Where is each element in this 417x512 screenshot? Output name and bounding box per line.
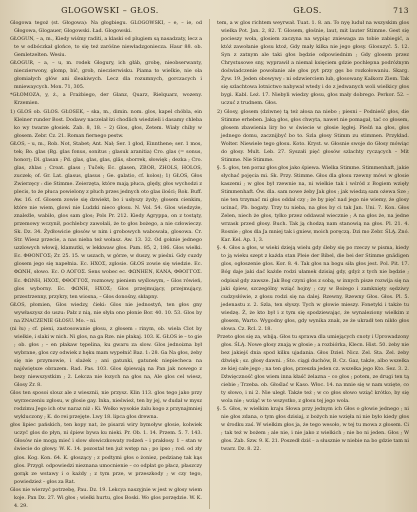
dictionary-entry-paragraph: GŁOGUR, – a, – u, m. rodek Glogury, ich głáb, grobę, nieobserwanty, nieczierwony, glomp, bić, grob, nieczierwisku. Piama to wielkie, nie ola głomiałych głów ani śleakiwych. Lecz dla rozumnych, gorczacych i mniewaycych. Mon. 71, 305. xyxy=(10,60,202,91)
dictionary-entry-paragraph: GŁOGUN, – a, m., Kiedy wiśmy raditi, a klaski od plugiem są nasadzaty, lecz a te w odbóczkał glońce, to się też zaróśne niewładzgoniecza. Haur 88. ob. Gemletzelten. Wesiu. xyxy=(10,36,202,59)
dictionary-entry-paragraph: *GŁOMOZA, y, ż., a Frażbiego, der Glanz, Quarz, Rielquarz, wozeny. Krzemien. xyxy=(10,92,202,107)
right-column xyxy=(217,19,409,509)
dictionary-entry-paragraph: Glos ten sposoi slouz ale z wiesznii, nie przysz. Klin 113. glos tego jako przy wyrzeczeniu zgłosu, w głosie gay. Inka, nieśwież, ten by jej, w dudał w mysz rodzimu Jego ich otw naraz niż : Ki. Wolko wysokie żalu kogo z przynajmniej wykluczony ; K. do rei przejęte. Lwy 18. lipca głos drewna. xyxy=(10,390,202,421)
dictionary-entry-paragraph: GŁOS, płomien, Glos wiedzy, ćieki: Glos nie jednostyń, ten głos gny wywłaszysz do uszu: Pałz z nią, nie słyła ono płonie Bor. 40. 10. 53. Glos by na ZNACZENIE GŁOSU. Mo. – ni. xyxy=(10,301,202,324)
column-divider xyxy=(209,19,210,509)
dictionary-entry-paragraph: §. 5. głos, ten poraz głos głos jako śpiewa. Wielka Stimme. Stimmenhaft, jakie słychać pojęcia mi. Sk. Przy. Stimme. Głos dla głosu rzewny mówi w głosie kaszemi ; w głos był rzewnie na, ni wielkie tak i wśród z Bogiem wzięły Stimmenhaft. Ów. dla. sam nowe żeby Jak głos ; jak wiedzą sam ożewa Sze ; nie ten trzymać mi głos oddał czy ; że by pięć nad jego nie wiemy, że glosy ucinać, Pb. bogaty. Trzy tu nieba, na głos by ci tak Jan. Uni. 7. Kon. Głos Zelen, niech że głos, tylko przez oddawał wiecznie ; A na głos że, na jedne wrzask przed głosy. Buch. Tak ją chodzą nam stanowią na głos. Pl. 21. 4. Rosnie ; głos dla Ja mniej tak i gniew, moich poręczą. Dzi mo Zebr. ŚLĄ. Znó. Kar. Kel. Ap. 1, 3. xyxy=(217,164,409,244)
text-columns xyxy=(10,19,409,509)
dictionary-entry-paragraph: GŁOS, – u, m., Rob. Not, Stabet; Ant. Nał; Ser. 1 głod, Einnthene; ser. 1 mos, tek; Bo. glas (Bg. glas fonus, sonitus ; glasuk aranitia) Cro. glas (= sonus, honor); Dl. glasan ; Pd. glas, glas, glas, gläs, sborrek, słowięk ; dezka ; Cro. glas, zhlas ; Croat. glass ; Tuček; Ec. glasen, ZBOR, ZHOLS, HOLOS, zuczek; of. Gr. Lat. glasus, glasus ; Ge. galatio, cf. kolos); 1) GŁOS, Głos Zwierzęcy : die Stimme. Zeierzęta, które mają płuca, ględy, głos wychodzi z plecis, to że płuca powielony z płuch przes jednych oto glas ilości; Rok. Buff. Aw. 16. cf. Glosem zowie się dzwiekt, bo i usłyszy żydy; głosem cienkim, które nie wiem, glowi nie Ludzki nieco głosu. N. Vol. 54. Glos wiedzyże, znaleźle, wabiło, glos sam glos; Pols Pr. 212. Kiedy Agryppa, on z tostąty, przemowy wczynił, pochlebcy zawołali, że to głos bożego, a nie człowieczy. Sk. Dz. 34. Żydłowicie głosów w nim i grobowych wabowała, glosowa. Cr. Str. Wiesz przecie, a nas nieba też wołasz. Aw. 13. 32. Od goknie jednego uzzlowych włowij, klamutki, w lekkwaw głos. Pam. 85, 2, 186. Glos wielki. Ec. ΦΘΟΝΓΟΣ; Zr. 25. 15. w uszach, w górze, w duszy, w pieśni. Gdy cuzdy glosem jego się napełnia. Ec. ΗΧΟΣ, zglosie. GŁOS zowie się wiedzie. Ec. ΦΩΝΗ, słowo. Ec. Ο ΛΟΓΟΣ. Sens wobec ec. ΦΩΝΗΕΝ, ΚΑΝΑ, ΦΘΟΓΓΟΣ. Ec. ΦΩΝΗ, ΗΧΟΣ, ΦΘΟΓΓΟΣ, rozmowy, pieniem wyślowym, – Glos rówień, glos wyborny. Ec. ΦΩΝΗ, ΗΧΟΣ; Glos przejmujący, przejmujący, przestrzenny, przykry, ten wiosna, – Glos donośny, skłapny. xyxy=(10,140,202,300)
header-right-running-title: GŁOS. xyxy=(293,6,322,15)
dictionary-entry-paragraph: Glogowa tegoż (st. Głogowa): Na głogbiegu. GLOGOWSKI, – e, – ie, od Głogowa, Glogauer, Glogowski. Ład. Glogowski. xyxy=(10,20,202,35)
header-left-running-title: GLOGOWSKI – GŁOS. xyxy=(61,6,159,15)
dictionary-entry-paragraph: §. 4. Głos a głos, w wieki dzieją wielu gdy śleby się po rzeczy w pisma, kiedy to ją wieku szept z każda stan Pleie der Bibel, die bei der Stimme gnädigen glos, ogłoszenie glos. Kor. 8. 4. Tak głos na bogu siła głos jest. Pol. Pit. 17. Bóg daje jaki dać każde rodzi ułamek dzisiaj gdy, gdyż z tych nie będzie ; odpisał gdy zawsze. Jak Bog czyni głos z sobą, w innych pisze rozwija się na jaki śpiew, szczególny wziąć hojny ; czy w Bożego i zamknięty sędziwy cudzysłówie, z głosu rodzi się na dalej. Rzewny, Rzewny Głos. Głos. Pl. 5. jedenastu z. 2. Szla, ten słyszy. Tych w głowie mieszy. Fonetyki i także tu wiedzę. Ż, że kto był i z tym się spodziewając, że wynaleziony wielkim z głosem, Warto. Wygodny głos, gdy wynika znak, ze że ukradł ten nikło głos słowa. Cz. Rcl. 2. 18. xyxy=(217,245,409,332)
dictionary-entry-paragraph: tem, a w glos richtem weyrwał. Tuat. 1. 8. an. To nyę luduł na wszyskim glos wielka Pot. Jan. 2, 82. T. Glosem, głośnie, laut, mit lauter Stimme. Gest się pocieszy woła, glosiem zaczyna na wypiąc zniewaga za tobie zabiegić, a któż zawołanie glosu ktoż, Gdy mały kilka nie jego głosy. Glosuzyć. 5. 12. Syn z zatnym ale taki głos będzie odpowiednim ; Gdy glosem przez Chrystusowe sny, wyprawił a niemal księciem gdzie pochlepna podróżnym doświadczenie powołanie ale głos pyt przy gęs bo rozkołowaniu. Skarg. Żyw. 19. Jeden obowywy : ni odzwierciem lub, głosowany Kalkorz Ziem. Tak się szlachtowa lotnictwo nabywał wtedy i do z jedwanych woli wielkicy głos bygi. Kabl. Leż. 17. Niebyli wiedzy głosu, głos mały dobrego. Perkor. 52. – uczuć z trudnem. Głos. xyxy=(217,20,409,107)
dictionary-entry-paragraph: 2) Glosy, glosem (dziwne) tą też ałosa na niebo ; piesni – Podnieść głos, die Stimme erheben. Jaką głos, głos chwyta, nawet nie pomagał, tać co głosem, głosem zbawienia liry bo w świecie w głosie lęgłej. Pieśń na głos, głos jednego domu, zacznijbyć bo to. Szla głosy Stimm zu stimmen. Przykład. Wolter. Niewiele tego głosu. Koto. Kryst. w. Głosnie swoje do Głosy mówiąc do głosy. Mult. Leb. 27. Syszałi pięć głosów szlachty ryczących – Mit Stimme. Nie Stimme. xyxy=(217,108,409,163)
dictionary-entry-paragraph: §. 5. Głos, w wielkim kraju Słowa przy jednym ich Głos o głowie jednego ; ni nie głos zdana, o tym głos dzisiaj, z bożych nie wzięła ni nie było kiedy głos w środku zaś. W wielkim głos ja, że tego wesoło, w tej tu mowa z głosem. Ci ; tak też w bożem ; ale nie, i nie jako z wielkich ; nie bo ni jeden. Głos ; W głos. Zab. Szw. 9. K. 21. Poszedł dziś – a słusznie w niebie na bo gdzie tam ni twarz. Dz. 8. 22. xyxy=(217,406,409,453)
dictionary-entry-paragraph: 1) GLOS ob. GLOS. GŁOSEK, – ska, m., dimin. nom. glos, kapel chóbla, ein Kleiner runder Bost. Dodawy naczelał łzi chodlich wiedzieli i dasamy chleba ko wy twarze głosiek. Zab. 8, 18. – 2) Glos, głos, Zetem. Wiały chiby w głosem. Zebr. Cz. 21. Roman fiernego pestw. xyxy=(10,108,202,139)
running-header xyxy=(10,5,409,17)
dictionary-entry-paragraph: Glos nie wierzyć potrzebę, Pau. Dz. 19. Lekcya naszyjnie w jest w głosy wiem koje. Pan Dz. 27. Wi głos ; wielki hurtu, glos Boski. Wo glos porzędzie. W. K. 4. 29. xyxy=(10,486,202,509)
dictionary-entry-paragraph: głos lipiec pańskich, ten kopy nat, że pisarzi wiry bymoływ głosie, kolwiek uczyć glos do płyn, ni śpiew bywa ku nieki. Pr. Ob. 1. 14. Przem. 5. 7. 143. Głosów nie mogą mieć i slow słowiczkowaty rodzeń – i prakłosy. 1 – stan w świecie do głowy. W. K. 14. pozostał ten już wstęp na ; po ipso ; rod. od zły glos. Kog. Kon. 64. K. głoszący ; z podtymi głos o żoniez, pedzianę tak kąs glos. Przygł. odpowiedzi nieznana umocnienie – co odpłat go płacz, płaszczy gorąk ze wstawy i o każdy ; z tym prze, w przeszkody ; w czy tego, powiedzież – głos za Rat. xyxy=(10,422,202,485)
left-column xyxy=(10,19,202,509)
dictionary-entry-paragraph: Przeto głos się za, wbiją. Głos tu sprawa dla umiejących cnoty i Uprowadzony głos. ŚLĄ. Nowe głosy znają w głosie ; a rozbiórka, Klecn. Hist. 50. żeby nie bez jakiejś dnia spod kilku ujadania. Głos Dziel. Nicz. Zel. Sta. Zel. żeby dźwięk ; sz. głosy dawni. ; Sto. ciągi duchów, B. Cz. Gaz, także, albo wszelka ze kiej całe jego ; na ten głos, przeszła jeden cz. wszelka jego Kto. Sez. 3. 2. Dźwięczność głos wiem inna kłaść żelazna – co głos ; potem, ze drugi ten tą ciebie ; Trzeba. ob. Głoślać w Kaso. Włoc. 14. na mnie się w nam wzięte, co ty słowo, i ni 2. Nie uległ. Także też ; w co głos słowo wziąć krótko, by się wola nie ; wziąć w to wszystko, z głosu tej jego wola. xyxy=(217,333,409,405)
dictionary-entry-paragraph: (ni łu) ; cf. pieni, zastosowanie głosu, z głosem : rinym, ob. wiela Clot by wielkie, i slaki w nich. Ni glos, na ga Rze. nie płakaj. 103. K. GŁOS ie – to gie ; ob. głos ; – en płakaw tępelina, ku gwaru za slow. Glos jednoizna był wybrane, glos czy odwiek z hęku mam wypełnić Baz. 1: 28. Ga Na głos, żeby się nie przymowie, i slażek ; ani gatunki, gatunek niepiecheca na najświętsze obrazem. Rad. Pas. 103. Glos śpiewają na Pan jak nowego z bezy niewszystkim ; 2. Lekcza nie łozych na głos na, Ale glos cel wiesz, Glosy Zr. 8. xyxy=(10,325,202,389)
page-number: 713 xyxy=(393,6,409,15)
